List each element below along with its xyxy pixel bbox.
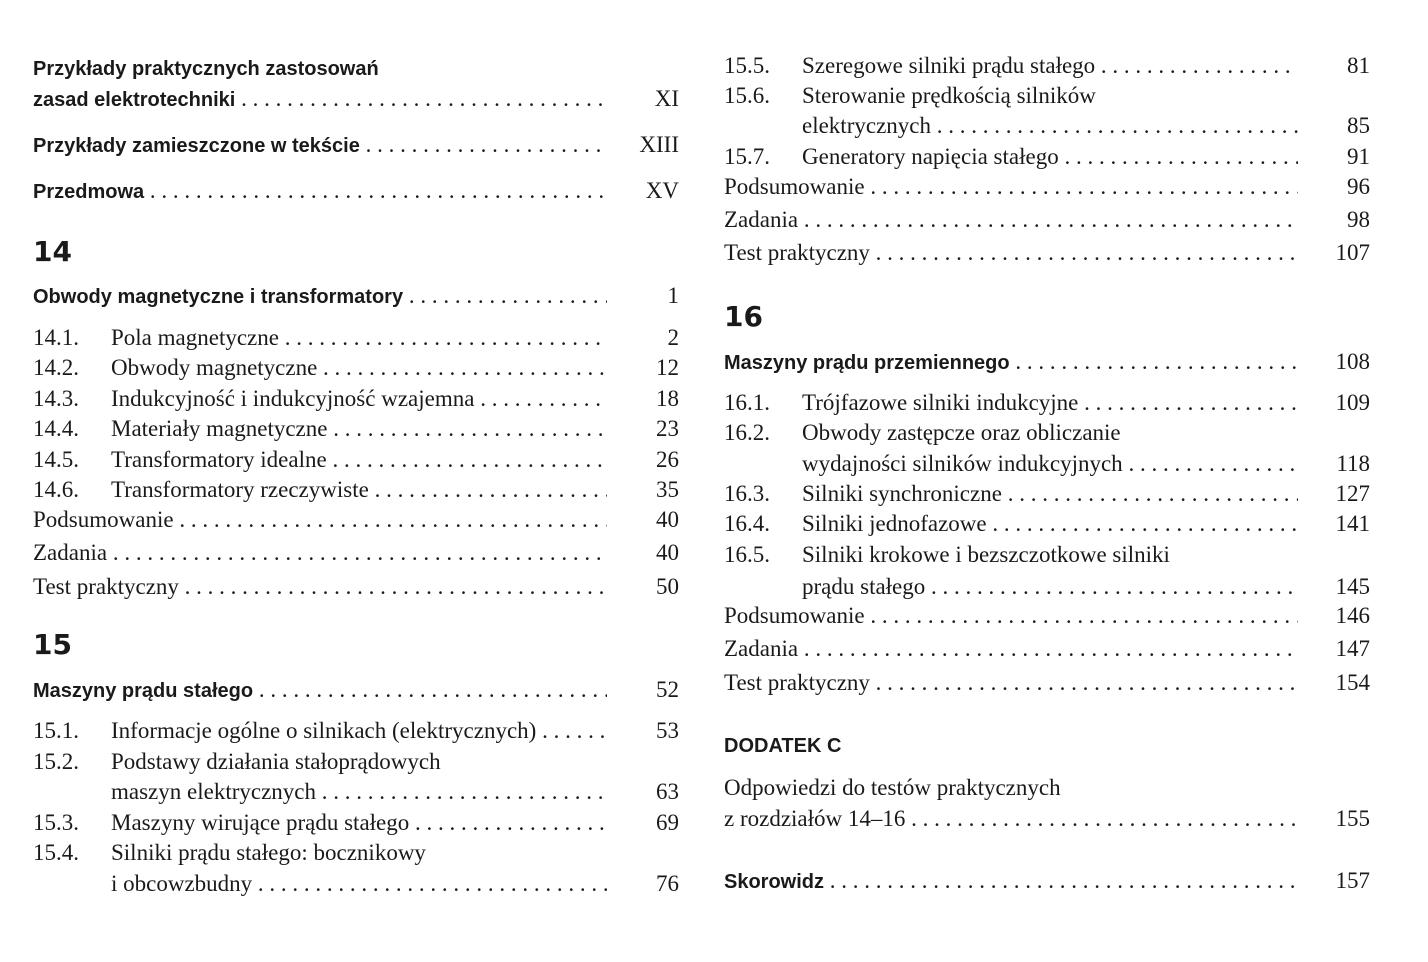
entry-title: i obcowzbudny . . . — [111, 869, 607, 899]
section-number: 15.2. — [33, 749, 79, 774]
entry-title: Odpowiedzi do testów praktycznych — [724, 775, 1061, 800]
toc-section-entry-cont[interactable] — [724, 111, 1370, 141]
toc-section-entry[interactable] — [33, 747, 679, 777]
appendix-label: DODATEK C — [724, 735, 842, 757]
toc-section-entry[interactable] — [33, 384, 679, 414]
page-number: 98 — [1347, 207, 1370, 232]
section-number: 15.7. — [724, 144, 770, 169]
toc-section-entry[interactable] — [33, 445, 679, 475]
entry-title: Indukcyjność i indukcyjność wzajemna . . . — [111, 384, 607, 414]
entry-title: maszyn elektrycznych . . . — [111, 777, 607, 807]
page-number: 85 — [1347, 113, 1370, 138]
toc-entry[interactable] — [724, 634, 1370, 664]
toc-entry[interactable] — [724, 773, 1370, 803]
entry-title: Pola magnetyczne . . . — [111, 323, 607, 353]
page-number: 52 — [656, 677, 679, 702]
section-number: 14.6. — [33, 477, 79, 502]
toc-section-entry[interactable] — [33, 414, 679, 444]
entry-title: Przedmowa . . . — [33, 176, 607, 206]
chapter-title-entry[interactable] — [33, 281, 679, 311]
entry-title: wydajności silników indukcyjnych . . . — [802, 449, 1298, 479]
page-number: 141 — [1335, 511, 1370, 536]
toc-entry[interactable] — [33, 505, 679, 535]
entry-title: elektrycznych . . . — [802, 111, 1298, 141]
section-number: 15.3. — [33, 810, 79, 835]
toc-section-entry[interactable] — [724, 540, 1370, 570]
entry-title: Podsumowanie . . . — [724, 601, 1298, 631]
entry-title: Zadania . . . — [724, 634, 1298, 664]
toc-section-entry[interactable] — [724, 81, 1370, 111]
entry-title: Test praktyczny . . . — [33, 572, 607, 602]
entry-title: Test praktyczny . . . — [724, 668, 1298, 698]
chapter-title-entry[interactable] — [33, 675, 679, 705]
toc-section-entry-cont[interactable] — [724, 449, 1370, 479]
page-number: 12 — [656, 355, 679, 380]
entry-title: Transformatory idealne . . . — [111, 445, 607, 475]
entry-title: Silniki jednofazowe . . . — [802, 509, 1298, 539]
toc-section-entry-cont[interactable] — [33, 869, 679, 899]
toc-section-entry[interactable] — [33, 716, 679, 746]
entry-title: Silniki krokowe i bezszczotkowe silniki — [802, 542, 1170, 567]
entry-title: Podsumowanie . . . — [724, 172, 1298, 202]
page-number: 50 — [656, 574, 679, 599]
toc-section-entry[interactable] — [724, 509, 1370, 539]
toc-entry[interactable] — [33, 84, 679, 114]
section-number: 14.5. — [33, 447, 79, 472]
entry-title: Generatory napięcia stałego . . . — [802, 142, 1298, 172]
page-number: XIII — [639, 132, 679, 157]
section-number: 15.4. — [33, 840, 79, 865]
entry-title: Obwody zastępcze oraz obliczanie — [802, 420, 1121, 445]
section-number: 15.6. — [724, 83, 770, 108]
toc-entry[interactable] — [724, 601, 1370, 631]
page-number: 35 — [656, 477, 679, 502]
toc-entry[interactable] — [33, 572, 679, 602]
chapter-number: 16 — [724, 300, 763, 333]
entry-title: Materiały magnetyczne . . . — [111, 414, 607, 444]
toc-section-entry[interactable] — [33, 838, 679, 868]
section-number: 14.2. — [33, 355, 79, 380]
chapter-title-entry[interactable] — [724, 347, 1370, 377]
toc-section-entry[interactable] — [724, 418, 1370, 448]
entry-title: zasad elektrotechniki . . . — [33, 84, 607, 114]
toc-section-entry[interactable] — [724, 51, 1370, 81]
toc-entry[interactable] — [33, 130, 679, 160]
page-number: 91 — [1347, 144, 1370, 169]
entry-title: Trójfazowe silniki indukcyjne . . . — [802, 388, 1298, 418]
section-number: 16.5. — [724, 542, 770, 567]
page-number: XV — [645, 178, 679, 203]
index-entry[interactable] — [724, 866, 1370, 896]
section-number: 16.1. — [724, 390, 770, 415]
entry-title: Przykłady praktycznych zastosowań — [33, 58, 379, 80]
page-number: 147 — [1335, 636, 1370, 661]
page-number: 1 — [667, 283, 679, 308]
toc-section-entry[interactable] — [33, 353, 679, 383]
toc-section-entry[interactable] — [33, 475, 679, 505]
section-number: 15.5. — [724, 53, 770, 78]
section-number: 16.4. — [724, 511, 770, 536]
section-number: 16.2. — [724, 420, 770, 445]
toc-entry[interactable] — [724, 668, 1370, 698]
page-number: 155 — [1335, 806, 1370, 831]
page-number: 26 — [656, 447, 679, 472]
entry-title: z rozdziałów 14–16 . . . — [724, 804, 1298, 834]
section-number: 14.1. — [33, 325, 79, 350]
toc-entry[interactable] — [724, 205, 1370, 235]
page-number: 146 — [1335, 603, 1370, 628]
page-number: 18 — [656, 386, 679, 411]
toc-section-entry[interactable] — [724, 388, 1370, 418]
page-number: XI — [654, 86, 679, 111]
chapter-number: 15 — [33, 628, 72, 661]
section-number: 14.4. — [33, 416, 79, 441]
section-number: 14.3. — [33, 386, 79, 411]
toc-section-entry-cont[interactable] — [724, 572, 1370, 602]
entry-title: Skorowidz . . . — [724, 866, 1298, 896]
page-number: 109 — [1335, 390, 1370, 415]
toc-entry[interactable] — [33, 53, 679, 83]
entry-title: Maszyny prądu przemiennego . . . — [724, 347, 1298, 377]
page-number: 23 — [656, 416, 679, 441]
toc-section-entry-cont[interactable] — [33, 777, 679, 807]
entry-title: Obwody magnetyczne . . . — [111, 353, 607, 383]
section-number: 16.3. — [724, 481, 770, 506]
toc-entry-cont[interactable] — [724, 804, 1370, 834]
toc-section-entry[interactable] — [33, 808, 679, 838]
page-number: 127 — [1335, 481, 1370, 506]
toc-entry[interactable] — [33, 176, 679, 206]
toc-entry[interactable] — [724, 238, 1370, 268]
page-number: 53 — [656, 718, 679, 743]
page-number: 107 — [1335, 240, 1370, 265]
page-number: 63 — [656, 779, 679, 804]
page-number: 154 — [1335, 670, 1370, 695]
entry-title: Szeregowe silniki prądu stałego . . . — [802, 51, 1298, 81]
page-number: 40 — [656, 540, 679, 565]
entry-title: Maszyny prądu stałego . . . — [33, 675, 607, 705]
page-number: 81 — [1347, 53, 1370, 78]
entry-title: Transformatory rzeczywiste . . . — [111, 475, 607, 505]
entry-title: Test praktyczny . . . — [724, 238, 1298, 268]
entry-title: prądu stałego . . . — [802, 572, 1298, 602]
entry-title: Informacje ogólne o silnikach (elektrycznych) . . . — [111, 716, 607, 746]
page-number: 96 — [1347, 174, 1370, 199]
section-number: 15.1. — [33, 718, 79, 743]
chapter-number: 14 — [33, 235, 72, 268]
page-number: 157 — [1335, 868, 1370, 893]
entry-title: Sterowanie prędkością silników — [802, 83, 1096, 108]
entry-title: Przykłady zamieszczone w tekście . . . — [33, 130, 607, 160]
entry-title: Podsumowanie . . . — [33, 505, 607, 535]
entry-title: Zadania . . . — [724, 205, 1298, 235]
page-number: 69 — [656, 810, 679, 835]
toc-section-entry[interactable] — [724, 142, 1370, 172]
entry-title: Obwody magnetyczne i transformatory . . . — [33, 281, 607, 311]
page-number: 40 — [656, 507, 679, 532]
entry-title: Silniki prądu stałego: bocznikowy — [111, 840, 426, 865]
toc-section-entry[interactable] — [33, 323, 679, 353]
page-number: 108 — [1335, 349, 1370, 374]
toc-section-entry[interactable] — [724, 479, 1370, 509]
toc-entry[interactable] — [33, 538, 679, 568]
page-number: 2 — [667, 325, 679, 350]
entry-title: Maszyny wirujące prądu stałego . . . — [111, 808, 607, 838]
page-number: 76 — [656, 871, 679, 896]
entry-title: Zadania . . . — [33, 538, 607, 568]
page-number: 145 — [1335, 574, 1370, 599]
page-number: 118 — [1336, 451, 1370, 476]
entry-title: Silniki synchroniczne . . . — [802, 479, 1298, 509]
entry-title: Podstawy działania stałoprądowych — [111, 749, 441, 774]
toc-entry[interactable] — [724, 172, 1370, 202]
